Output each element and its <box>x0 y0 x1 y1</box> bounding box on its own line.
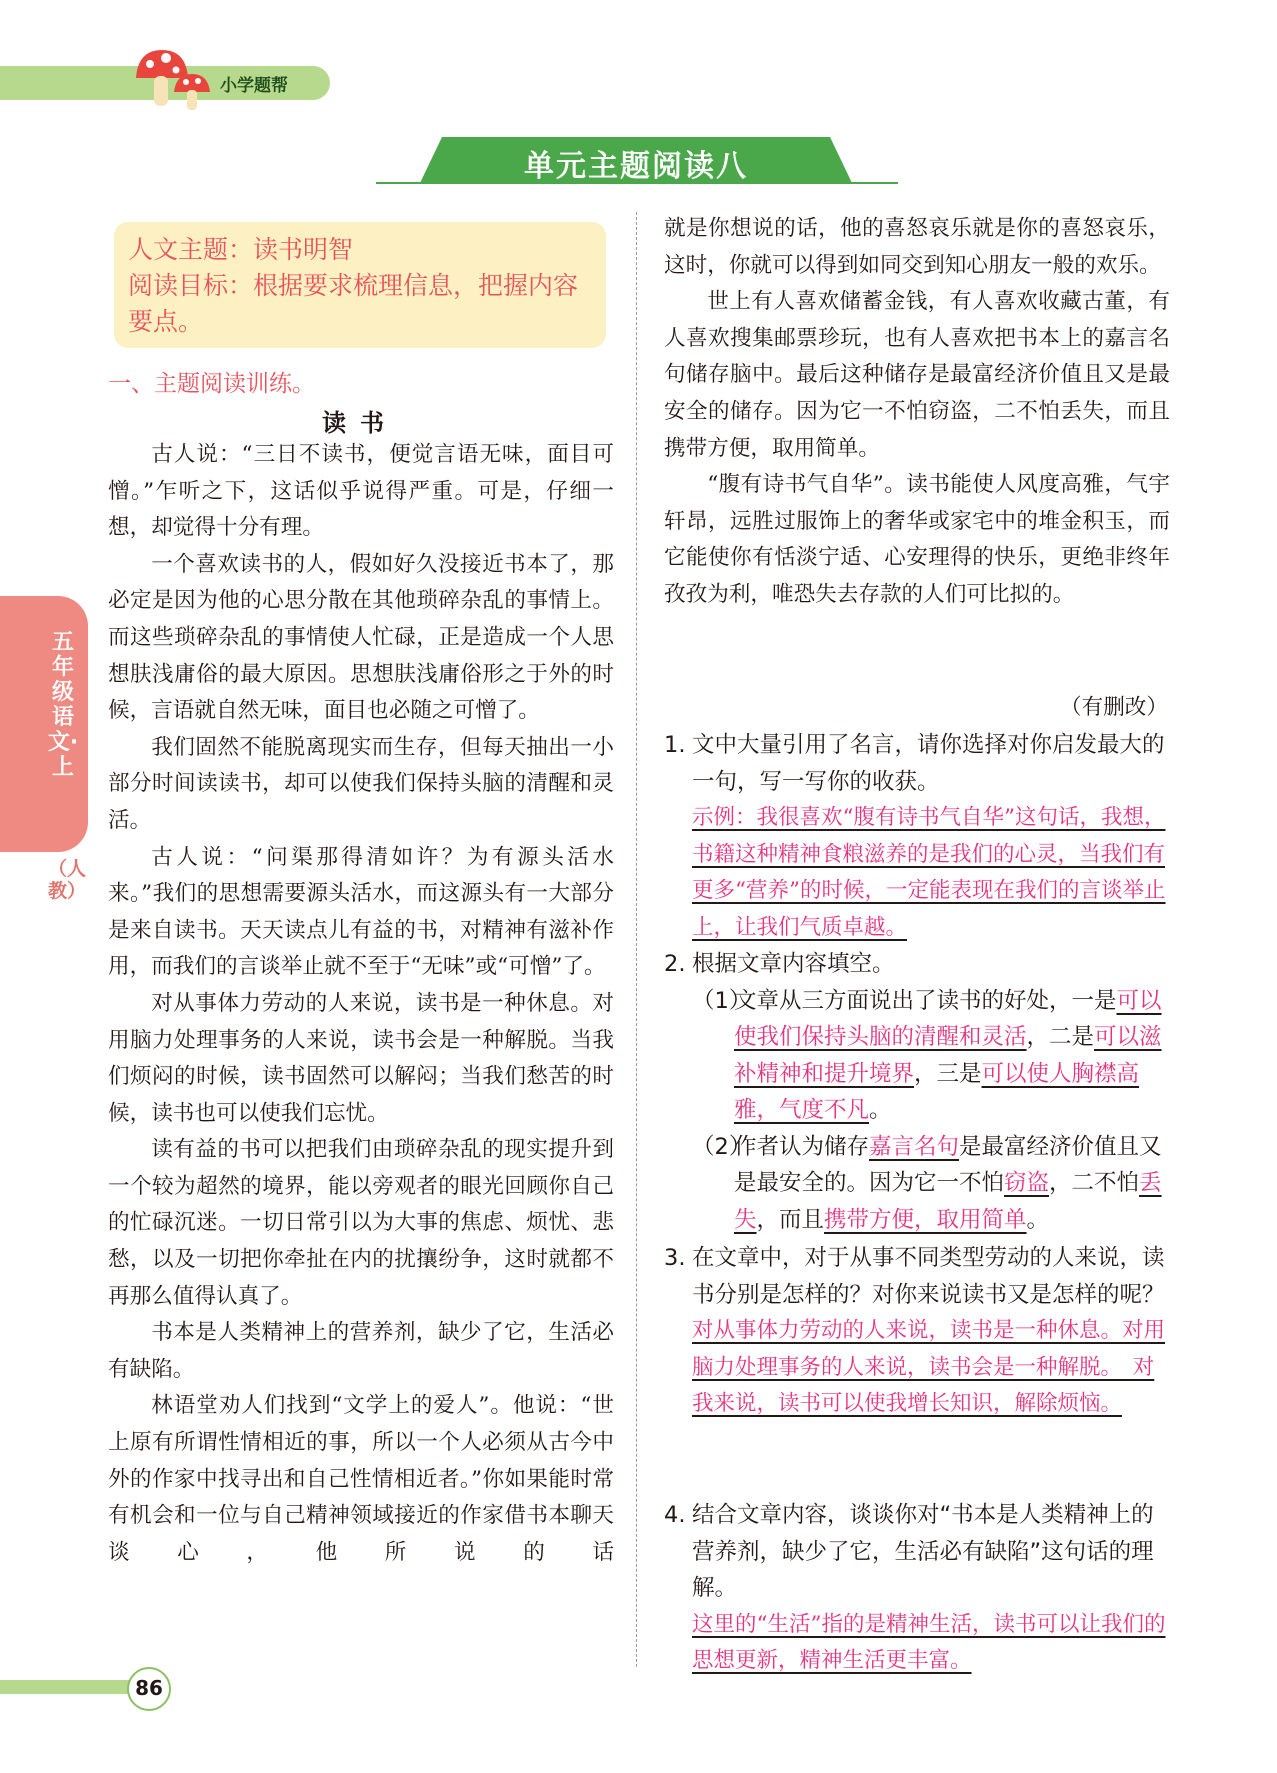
sub-question-label: （1） <box>692 987 752 1014</box>
theme-line: 人文主题：读书明智 <box>128 235 354 264</box>
question-1 <box>664 727 1172 946</box>
fill-blank-answer: 可以滋补精神和提升境界 <box>734 1024 1162 1087</box>
passage-paragraph: 古人说：“问渠那得清如许？为有源头活水来。”我们的思想需要源头活水，而这源头有一大部分是来自读书。天天读点儿有益的书，对精神有滋补作用，而我们的言谈举止就不至于“无味”或“可憎”了。 <box>108 844 614 980</box>
passage-right-column <box>664 211 1170 614</box>
answer-text: 对从事体力劳动的人来说，读书是一种休息。对用脑力处理事务的人来说，读书会是一种解脱。 对我来说，读书可以使我增长知识，解除烦恼。 <box>692 1318 1166 1416</box>
sub-question-1 <box>692 983 1172 1129</box>
fill-blank-answer: 窃盗 <box>1004 1170 1050 1196</box>
question-text: 根据文章内容填空。 <box>692 951 895 977</box>
passage-paragraph: 就是你想说的话，他的喜怒哀乐就是你的喜怒哀乐，这时，你就可以得到如同交到知心朋友一般的欢乐。 <box>664 216 1170 278</box>
passage-paragraph: 林语堂劝人们找到“文学上的爱人”。他说：“世上原有所谓性情相近的事，所以一个人必须从古今中外的作家中找寻出和自己性情相近者。”你如果能时常有机会和一位与自己精神领域接近的作家借书本聊天谈心，他所说的话 <box>108 1393 614 1565</box>
passage-paragraph: 我们固然不能脱离现实而生存，但每天抽出一小部分时间读读书，却可以使我们保持头脑的清醒和灵活。 <box>108 734 614 833</box>
fill-blank-answer: 嘉言名句 <box>869 1133 960 1160</box>
mushroom-logo-icon <box>128 44 218 114</box>
sub-question-label: （2） <box>692 1133 752 1160</box>
reading-goal-line: 阅读目标：根据要求梳理信息，把握内容 <box>128 271 579 300</box>
passage-paragraph: 读有益的书可以把我们由琐碎杂乱的现实提升到一个较为超然的境界，能以旁观者的眼光回顾你自己的忙碌沉迷。一切日常引以为大事的焦虑、烦忧、悲愁，以及一切把你牵扯在内的扰攘纷争，这时就都不再那么值得认真了。 <box>108 1137 614 1309</box>
text: 文章从三方面说出了读书的好处，一是 <box>734 987 1117 1014</box>
passage-paragraph: 古人说：“三日不读书，便觉言语无味，面目可憎。”乍听之下，这话似乎说得严重。可是，仔细一想，却觉得十分有理。 <box>108 442 614 541</box>
source-note: （有删改） <box>1060 695 1168 720</box>
text: ，二不怕 <box>1049 1170 1140 1196</box>
text: 作者认为储存 <box>734 1133 870 1160</box>
sub-question-body <box>734 1129 1172 1239</box>
question-text: 文中大量引用了名言，请你选择对你启发最大的一句，写一写你的收获。 <box>692 732 1165 795</box>
passage-paragraph: 一个喜欢读书的人，假如好久没接近书本了，那必定是因为他的心思分散在其他琐碎杂乱的事情上。而这些琐碎杂乱的事情使人忙碌，正是造成一个人思想肤浅庸俗的最大原因。思想肤浅庸俗形之于外的时候，言语就自然无味，面目也必随之可憎了。 <box>108 551 614 724</box>
fill-blank-answer: 丢失 <box>734 1170 1162 1233</box>
question-text: 在文章中，对于从事不同类型劳动的人来说，读书分别是怎样的？对你来说读书又是怎样的呢？ <box>692 1245 1165 1308</box>
side-tab-publisher: （人教） <box>48 858 87 902</box>
question-number: 1. <box>664 732 686 758</box>
brand-name: 小学题帮 <box>220 76 288 96</box>
page-number: 86 <box>135 1676 163 1700</box>
question-number: 2. <box>664 951 686 977</box>
passage-paragraph: 对从事体力劳动的人来说，读书是一种休息。对用脑力处理事务的人来说，读书会是一种解脱。当我们烦闷的时候，读书固然可以解闷；当我们愁苦的时候，读书也可以使我们忘忧。 <box>108 990 614 1126</box>
question-number: 3. <box>664 1245 686 1271</box>
question-number: 4. <box>664 1502 686 1528</box>
text: ，二是 <box>1026 1024 1095 1050</box>
passage-title: 读书 <box>322 408 398 437</box>
sub-question-2 <box>692 1129 1172 1239</box>
question-4 <box>664 1497 1172 1680</box>
text: 。 <box>1026 1206 1050 1233</box>
passage-left-column <box>108 437 614 1571</box>
sub-question-body <box>734 983 1172 1129</box>
side-tab-grade: 五年级语文·上 <box>47 630 79 780</box>
passage-paragraph: 书本是人类精神上的营养剂，缺少了它，生活必有缺陷。 <box>108 1320 614 1382</box>
fill-blank-answer: 可以使人胸襟高雅，气度不凡 <box>734 1060 1140 1123</box>
passage-paragraph: “腹有诗书气自华”。读书能使人风度高雅，气宇轩昂，远胜过服饰上的奢华或家宅中的堆金积玉，而它能使你有恬淡宁适、心安理得的快乐，更绝非终年孜孜为利，唯恐失去存款的人们可比拟的。 <box>664 472 1170 607</box>
text: 。 <box>869 1097 892 1123</box>
answer-text: 这里的“生活”指的是精神生活，读书可以让我们的思想更新，精神生活更丰富。 <box>692 1611 1166 1673</box>
fill-blank-answer: 携带方便，取用简单 <box>824 1206 1027 1233</box>
section-heading: 一、主题阅读训练。 <box>108 371 315 397</box>
question-text: 结合文章内容，谈谈你对“书本是人类精神上的营养剂，缺少了它，生活必有缺陷”这句话的理解。 <box>692 1502 1154 1601</box>
column-divider <box>636 212 637 1667</box>
page-title: 单元主题阅读八 <box>524 149 748 184</box>
reading-goal-line-cont: 要点。 <box>128 307 204 336</box>
text: 是最富经济价值且又是最安全的。因为它一不怕 <box>734 1133 1162 1196</box>
text: ，而且 <box>756 1206 825 1233</box>
fill-blank-answer: 可以使我们保持头脑的清醒和灵活 <box>734 987 1162 1050</box>
question-2 <box>664 946 1172 1238</box>
text: ，三是 <box>914 1060 982 1087</box>
answer-text: 示例：我很喜欢“腹有诗书气自华”这句话，我想，书籍这种精神食粮滋养的是我们的心灵，当我们有更多“营养”的时候，一定能表现在我们的言谈举止上，让我们气质卓越。 <box>692 805 1166 940</box>
passage-paragraph: 世上有人喜欢储蓄金钱，有人喜欢收藏古董，有人喜欢搜集邮票珍玩，也有人喜欢把书本上的嘉言名句储存脑中。最后这种储存是最富经济价值且又是最安全的储存。因为它一不怕窃盗，二不怕丢失，而且携带方便，取用简单。 <box>664 289 1170 461</box>
question-3 <box>664 1240 1172 1423</box>
